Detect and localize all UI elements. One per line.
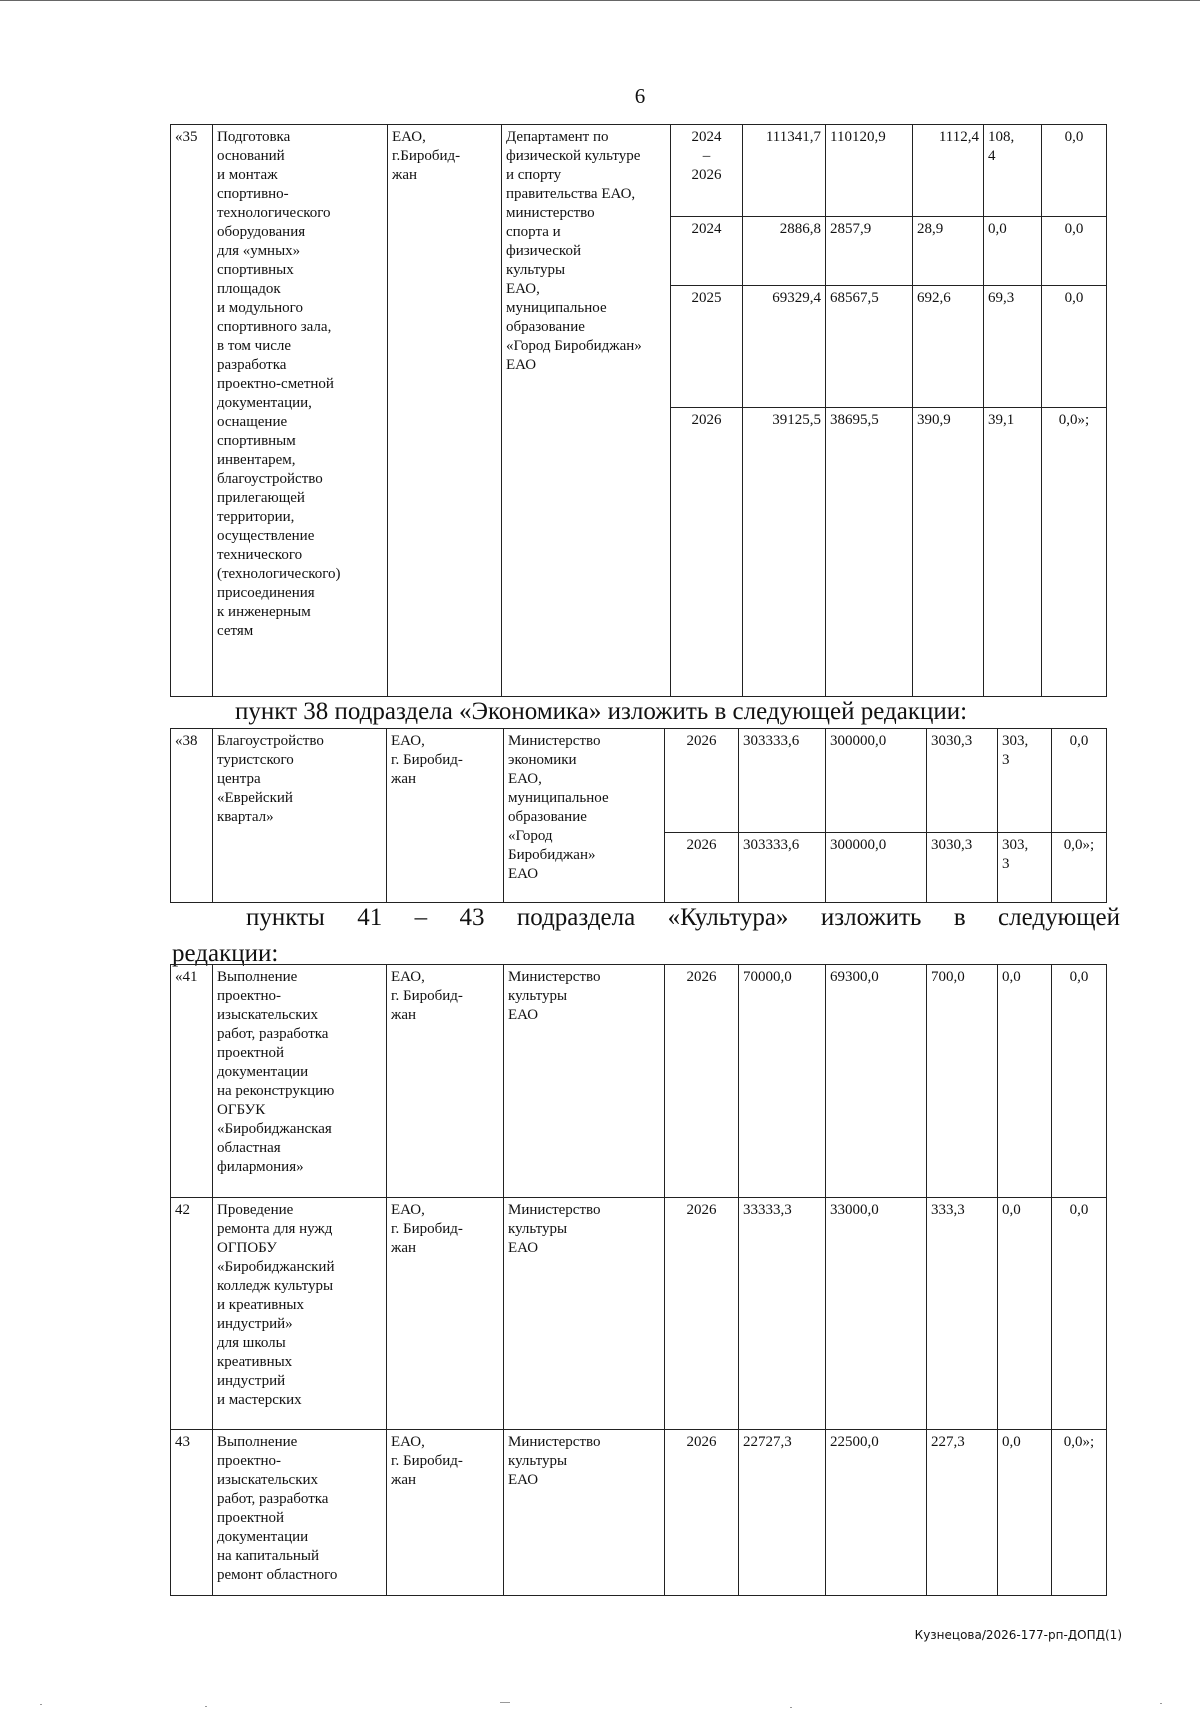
year-cell: 2026 [665,965,739,1198]
total-cell: 39125,5 [743,408,826,697]
scan-top-edge [0,0,1200,1]
municipal-cell: 108, 4 [984,125,1042,217]
item-place: ЕАО, г.Биробид- жан [388,125,502,697]
municipal-cell: 0,0 [998,965,1052,1198]
item-name: Подготовка оснований и монтаж спортивно- технологического оборудования для «умных» спортивных площадок и модульного спортивного зала, в том числе разработка проектно-сметной документации, оснащение спортивным инвентарем, благоустройство прилегающей территории, осуществление технического (технологического) присоединения к инженерным сетям [213,125,388,697]
year-cell: 2024 – 2026 [671,125,743,217]
document-footer-id: Кузнецова/2026-177-рп-ДОПД(1) [914,1628,1122,1642]
item-name: Проведение ремонта для нужд ОГПОБУ «Биробиджанский колледж культуры и креативных индустрий» для школы креативных индустрий и мастерских [213,1198,387,1430]
federal-cell: 2857,9 [826,217,913,286]
table-items-41-43 [170,964,1107,1596]
total-cell: 69329,4 [743,286,826,408]
year-cell: 2026 [671,408,743,697]
municipal-cell: 0,0 [984,217,1042,286]
federal-cell: 68567,5 [826,286,913,408]
federal-cell: 69300,0 [826,965,927,1198]
other-cell: 0,0 [1052,1198,1107,1430]
item-executor: Министерство экономики ЕАО, муниципальное образование «Город Биробиджан» ЕАО [504,729,665,903]
other-cell: 0,0 [1052,965,1107,1198]
table-row [171,1430,1107,1596]
item-number: 43 [171,1430,213,1596]
item-name: Благоустройство туристского центра «Еврейский квартал» [213,729,387,903]
total-cell: 111341,7 [743,125,826,217]
table-row [171,125,1107,217]
year-cell: 2026 [665,1198,739,1430]
other-cell: 0,0 [1042,125,1107,217]
item-name: Выполнение проектно- изыскательских работ, разработка проектной документации на реконструкцию ОГБУК «Биробиджанская областная филармония» [213,965,387,1198]
table-item-38 [170,728,1107,903]
federal-cell: 38695,5 [826,408,913,697]
item-executor: Департамент по физической культуре и спорту правительства ЕАО, министерство спорта и физической культуры ЕАО, муниципальное образование «Город Биробиджан» ЕАО [502,125,671,697]
regional-cell: 227,3 [927,1430,998,1596]
year-cell: 2026 [665,1430,739,1596]
total-cell: 70000,0 [739,965,826,1198]
other-cell: 0,0 [1052,729,1107,833]
federal-cell: 300000,0 [826,729,927,833]
table-item-35 [170,124,1107,697]
year-cell: 2024 [671,217,743,286]
item-number: «38 [171,729,213,903]
year-cell: 2026 [665,729,739,833]
item-place: ЕАО, г. Биробид- жан [387,729,504,903]
regional-cell: 700,0 [927,965,998,1198]
item-number: 42 [171,1198,213,1430]
item-place: ЕАО, г. Биробид- жан [387,1430,504,1596]
regional-cell: 28,9 [913,217,984,286]
item-executor: Министерство культуры ЕАО [504,1198,665,1430]
federal-cell: 300000,0 [826,833,927,903]
section-heading-41-43-line1: пункты 41 – 43 подраздела «Культура» изложить в следующей [246,904,1120,931]
section-heading-41-43-line2: редакции: [172,940,279,967]
page-number: 6 [634,84,646,108]
other-cell: 0,0»; [1052,833,1107,903]
table-row [171,965,1107,1198]
total-cell: 22727,3 [739,1430,826,1596]
item-number: «41 [171,965,213,1198]
item-place: ЕАО, г. Биробид- жан [387,965,504,1198]
other-cell: 0,0»; [1052,1430,1107,1596]
other-cell: 0,0 [1042,286,1107,408]
municipal-cell: 39,1 [984,408,1042,697]
scan-noise [0,1700,1200,1713]
item-number: «35 [171,125,213,697]
table-row [171,729,1107,833]
regional-cell: 692,6 [913,286,984,408]
item-executor: Министерство культуры ЕАО [504,1430,665,1596]
municipal-cell: 0,0 [998,1198,1052,1430]
federal-cell: 110120,9 [826,125,913,217]
total-cell: 33333,3 [739,1198,826,1430]
item-place: ЕАО, г. Биробид- жан [387,1198,504,1430]
year-cell: 2026 [665,833,739,903]
table-row [171,1198,1107,1430]
municipal-cell: 0,0 [998,1430,1052,1596]
regional-cell: 333,3 [927,1198,998,1430]
regional-cell: 1112,4 [913,125,984,217]
municipal-cell: 303, 3 [998,729,1052,833]
other-cell: 0,0 [1042,217,1107,286]
item-executor: Министерство культуры ЕАО [504,965,665,1198]
section-heading-38: пункт 38 подраздела «Экономика» изложить в следующей редакции: [235,698,968,725]
total-cell: 303333,6 [739,833,826,903]
federal-cell: 22500,0 [826,1430,927,1596]
year-cell: 2025 [671,286,743,408]
item-name: Выполнение проектно- изыскательских работ, разработка проектной документации на капитальный ремонт областного [213,1430,387,1596]
regional-cell: 3030,3 [927,729,998,833]
regional-cell: 3030,3 [927,833,998,903]
other-cell: 0,0»; [1042,408,1107,697]
regional-cell: 390,9 [913,408,984,697]
total-cell: 303333,6 [739,729,826,833]
municipal-cell: 303, 3 [998,833,1052,903]
municipal-cell: 69,3 [984,286,1042,408]
federal-cell: 33000,0 [826,1198,927,1430]
total-cell: 2886,8 [743,217,826,286]
